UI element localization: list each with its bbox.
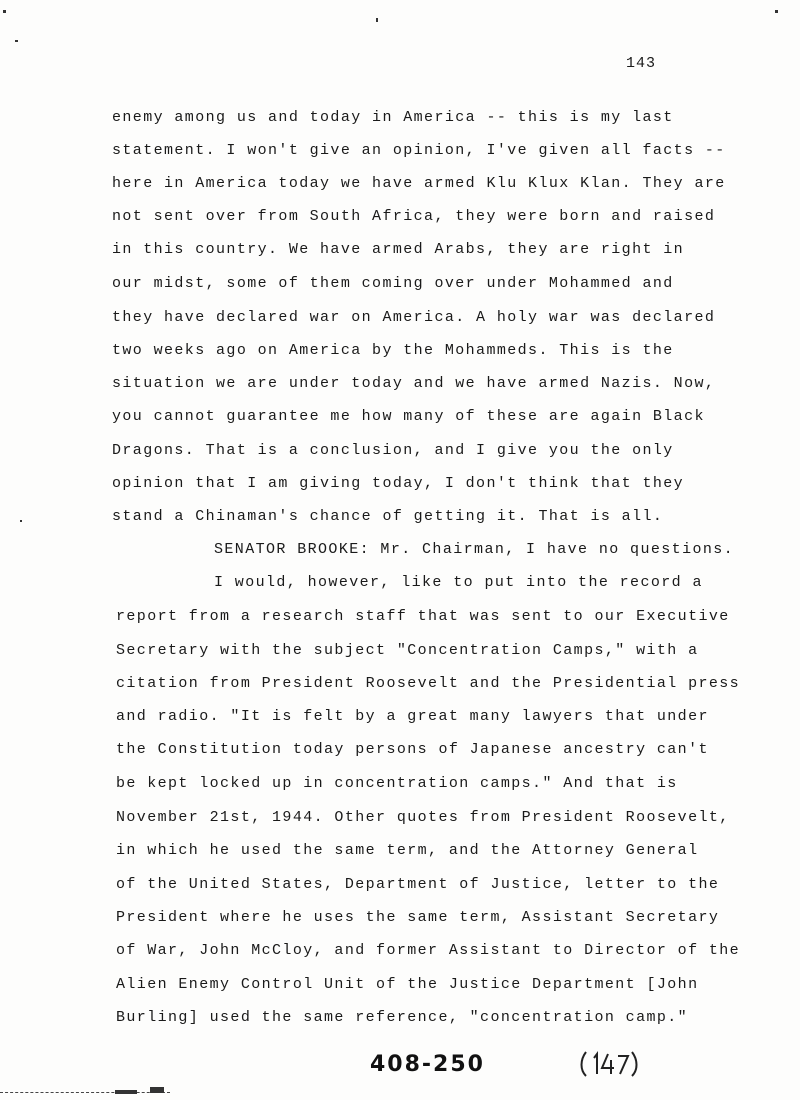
scan-speck (115, 1090, 137, 1094)
scan-speck (775, 10, 778, 13)
document-stamp-number: 408-250 (370, 1052, 485, 1077)
text-line: two weeks ago on America by the Mohammeds. This is the (112, 342, 674, 359)
text-line: of War, John McCloy, and former Assistant to Director of the (116, 942, 741, 959)
scan-speck (15, 40, 18, 42)
text-line: report from a research staff that was sent to our Executive (116, 608, 730, 625)
text-line: in which he used the same term, and the Attorney General (116, 842, 699, 859)
text-line: you cannot guarantee me how many of these are again Black (112, 408, 705, 425)
text-line: Secretary with the subject "Concentration Camps," with a (116, 642, 699, 659)
text-line: the Constitution today persons of Japanese ancestry can't (116, 741, 709, 758)
text-line: in this country. We have armed Arabs, they are right in (112, 241, 685, 258)
text-line: I would, however, like to put into the record a (214, 574, 703, 591)
text-line: here in America today we have armed Klu Klux Klan. They are (112, 175, 726, 192)
scan-speck (3, 10, 6, 13)
text-line: they have declared war on America. A holy war was declared (112, 309, 716, 326)
text-line: Alien Enemy Control Unit of the Justice Department [John (116, 976, 699, 993)
text-line: stand a Chinaman's chance of getting it. That is all. (112, 508, 664, 525)
speaker-line: SENATOR BROOKE: Mr. Chairman, I have no questions. (214, 541, 735, 558)
text-line: Burling] used the same reference, "concentration camp." (116, 1009, 689, 1026)
text-line: not sent over from South Africa, they were born and raised (112, 208, 716, 225)
text-line: situation we are under today and we have armed Nazis. Now, (112, 375, 716, 392)
page-number: 143 (626, 55, 657, 72)
text-line: statement. I won't give an opinion, I've given all facts -- (112, 142, 726, 159)
scan-edge-mark (0, 1092, 170, 1095)
text-line: November 21st, 1944. Other quotes from President Roosevelt, (116, 809, 730, 826)
text-line: citation from President Roosevelt and the Presidential press (116, 675, 741, 692)
scan-speck (150, 1087, 164, 1093)
text-line: and radio. "It is felt by a great many lawyers that under (116, 708, 709, 725)
scan-speck (20, 520, 22, 522)
handwritten-page-note (578, 1048, 640, 1078)
scan-speck (376, 18, 378, 22)
text-line: of the United States, Department of Justice, letter to the (116, 876, 720, 893)
text-line: be kept locked up in concentration camps." And that is (116, 775, 678, 792)
text-line: opinion that I am giving today, I don't think that they (112, 475, 685, 492)
text-line: our midst, some of them coming over under Mohammed and (112, 275, 674, 292)
text-line: President where he uses the same term, Assistant Secretary (116, 909, 720, 926)
text-line: Dragons. That is a conclusion, and I give you the only (112, 442, 674, 459)
text-line: enemy among us and today in America -- this is my last (112, 109, 674, 126)
